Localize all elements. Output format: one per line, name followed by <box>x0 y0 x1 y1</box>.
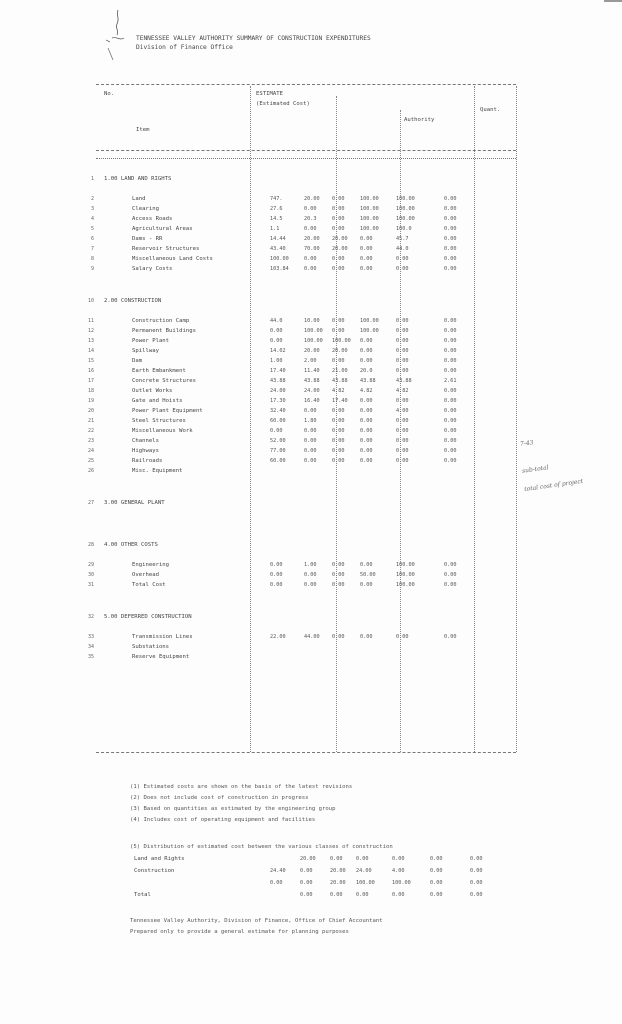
line-number: 4 <box>90 216 94 222</box>
row-label: Access Roads <box>132 216 173 222</box>
row-value: 0.00 <box>270 328 283 334</box>
row-value: 0.00 <box>332 358 345 364</box>
row-value: 0.00 <box>332 418 345 424</box>
row-value: 0.00 <box>444 358 457 364</box>
footer-row-value: 20.00 <box>300 856 316 862</box>
row-value: 0.00 <box>360 418 373 424</box>
row-value: 43.88 <box>304 378 320 384</box>
row-value: 60.00 <box>270 418 286 424</box>
line-number: 19 <box>87 398 94 404</box>
row-value: 0.00 <box>444 448 457 454</box>
row-value: 0.00 <box>360 582 373 588</box>
row-label: Construction Camp <box>132 318 190 324</box>
row-value: 43.88 <box>270 378 286 384</box>
row-value: 0.00 <box>304 458 317 464</box>
row-value: 0.00 <box>396 448 409 454</box>
row-value: 0.00 <box>360 428 373 434</box>
row-value: 0.00 <box>444 216 457 222</box>
row-value: 2.00 <box>304 358 317 364</box>
footer-row-value: 4.00 <box>392 868 405 874</box>
row-value: 44.00 <box>304 634 320 640</box>
line-number: 6 <box>90 236 94 242</box>
document-header <box>136 34 371 52</box>
row-label: Overhead <box>132 572 159 578</box>
row-value: 52.00 <box>270 438 286 444</box>
row-value: 20.00 <box>304 196 320 202</box>
line-number: 35 <box>87 654 94 660</box>
bottom-rule <box>96 752 516 753</box>
row-value: 10.00 <box>304 318 320 324</box>
header-line-1: TENNESSEE VALLEY AUTHORITY SUMMARY OF CONSTRUCTION EXPENDITURES <box>136 35 371 42</box>
row-label: Railroads <box>132 458 163 464</box>
row-value: 0.00 <box>360 448 373 454</box>
row-value: 100.00 <box>360 328 379 334</box>
row-value: 0.00 <box>360 236 373 242</box>
row-value: 0.00 <box>332 582 345 588</box>
row-value: 0.00 <box>360 438 373 444</box>
line-number: 18 <box>87 388 94 394</box>
row-value: 0.00 <box>332 448 345 454</box>
note-3: (3) Based on quantities as estimated by the engineering group <box>130 806 336 812</box>
col-quant: Quant. <box>480 107 501 113</box>
row-value: 0.00 <box>332 266 345 272</box>
line-number: 26 <box>87 468 94 474</box>
row-value: 22.00 <box>270 634 286 640</box>
row-value: 0.00 <box>444 428 457 434</box>
line-number: 7 <box>90 246 94 252</box>
footer-row-value: 20.00 <box>330 880 346 886</box>
row-value: 0.00 <box>396 358 409 364</box>
row-value: 0.00 <box>444 634 457 640</box>
col-item: Item <box>136 127 150 133</box>
line-number: 24 <box>87 448 94 454</box>
row-value: 0.00 <box>332 256 345 262</box>
row-value: 0.00 <box>332 206 345 212</box>
row-value: 17.40 <box>270 368 286 374</box>
row-value: 44.0 <box>396 246 409 252</box>
row-value: 20.00 <box>332 246 348 252</box>
row-label: Agricultural Areas <box>132 226 193 232</box>
row-label: Outlet Works <box>132 388 173 394</box>
row-value: 0.00 <box>444 418 457 424</box>
row-value: 32.40 <box>270 408 286 414</box>
row-value: 44.0 <box>270 318 283 324</box>
line-number: 34 <box>87 644 94 650</box>
row-value: 0.00 <box>332 572 345 578</box>
footer-row-value: 0.00 <box>392 892 405 898</box>
row-value: 45.7 <box>396 236 409 242</box>
row-value: 0.00 <box>396 256 409 262</box>
row-value: 24.00 <box>304 388 320 394</box>
header-line-2: Division of Finance Office <box>136 44 233 51</box>
footer-row-value: 20.00 <box>330 868 346 874</box>
row-value: 100.00 <box>396 572 415 578</box>
row-value: 14.44 <box>270 236 286 242</box>
line-number: 5 <box>90 226 94 232</box>
row-value: 0.00 <box>360 458 373 464</box>
footer-row-value: 24.00 <box>356 868 372 874</box>
footer-row-value: 0.00 <box>330 892 343 898</box>
footer-row-value: 0.00 <box>470 856 483 862</box>
row-value: 0.00 <box>270 562 283 568</box>
row-value: 14.5 <box>270 216 283 222</box>
row-value: 0.00 <box>444 582 457 588</box>
row-value: 0.00 <box>270 572 283 578</box>
scan-edge-mark <box>604 0 622 2</box>
row-value: 0.00 <box>304 582 317 588</box>
note-4: (4) Includes cost of operating equipment and facilities <box>130 817 316 823</box>
footer-row-value: 0.00 <box>300 892 313 898</box>
row-value: 0.00 <box>360 408 373 414</box>
footer-row-value: 0.00 <box>300 880 313 886</box>
row-value: 24.00 <box>270 388 286 394</box>
row-value: 0.00 <box>332 196 345 202</box>
footer-row-value: 0.00 <box>430 868 443 874</box>
row-value: 0.00 <box>304 408 317 414</box>
row-value: 747. <box>270 196 283 202</box>
row-value: 16.40 <box>304 398 320 404</box>
row-value: 0.00 <box>360 338 373 344</box>
row-label: Power Plant <box>132 338 170 344</box>
footer-row-value: 0.00 <box>470 868 483 874</box>
row-value: 21.00 <box>332 368 348 374</box>
row-value: 0.00 <box>444 206 457 212</box>
row-value: 43.40 <box>270 246 286 252</box>
footer-row-value: 0.00 <box>470 892 483 898</box>
section-title: 2.00 CONSTRUCTION <box>104 298 162 304</box>
line-number: 25 <box>87 458 94 464</box>
line-number: 30 <box>87 572 94 578</box>
row-value: 43.88 <box>360 378 376 384</box>
row-value: 100.00 <box>396 216 415 222</box>
row-label: Misc. Equipment <box>132 468 183 474</box>
line-number: 3 <box>90 206 94 212</box>
section-title: 5.00 DEFERRED CONSTRUCTION <box>104 614 192 620</box>
row-value: 100.00 <box>360 196 379 202</box>
row-value: 0.00 <box>332 562 345 568</box>
row-label: Land <box>132 196 146 202</box>
row-value: 0.00 <box>444 458 457 464</box>
row-value: 0.00 <box>396 338 409 344</box>
row-value: 20.00 <box>304 348 320 354</box>
footnote-2: Prepared only to provide a general estimate for planning purposes <box>130 929 349 935</box>
row-value: 0.00 <box>304 428 317 434</box>
line-number: 21 <box>87 418 94 424</box>
row-value: 4.82 <box>332 388 345 394</box>
row-label: Concrete Structures <box>132 378 196 384</box>
row-value: 0.00 <box>360 398 373 404</box>
footer-row-value: 0.00 <box>356 892 369 898</box>
section-title: 4.00 OTHER COSTS <box>104 542 158 548</box>
row-value: 0.00 <box>360 634 373 640</box>
line-number: 33 <box>87 634 94 640</box>
row-value: 0.00 <box>396 418 409 424</box>
row-value: 0.00 <box>360 358 373 364</box>
row-value: 14.02 <box>270 348 286 354</box>
row-value: 0.00 <box>332 318 345 324</box>
row-value: 0.00 <box>444 266 457 272</box>
row-value: 50.00 <box>360 572 376 578</box>
row-label: Substations <box>132 644 170 650</box>
row-value: 0.00 <box>304 256 317 262</box>
handwritten-mark-icon <box>104 8 134 60</box>
row-label: Dams - RR <box>132 236 163 242</box>
row-value: 17.40 <box>332 398 348 404</box>
row-value: 0.00 <box>304 438 317 444</box>
row-value: 100.00 <box>360 216 379 222</box>
row-value: 100.00 <box>396 562 415 568</box>
section-title: 3.00 GENERAL PLANT <box>104 500 165 506</box>
row-value: 0.00 <box>444 338 457 344</box>
row-value: 1.00 <box>304 562 317 568</box>
row-label: Clearing <box>132 206 159 212</box>
line-number: 12 <box>87 328 94 334</box>
top-rule <box>96 84 516 85</box>
row-value: 43.88 <box>396 378 412 384</box>
col-sub: (Estimated Cost) <box>256 101 310 107</box>
row-value: 0.00 <box>444 562 457 568</box>
row-value: 0.00 <box>396 368 409 374</box>
row-value: 0.00 <box>270 582 283 588</box>
footer-row-value: 0.00 <box>300 868 313 874</box>
header-rule <box>96 150 516 151</box>
row-value: 103.84 <box>270 266 289 272</box>
col-separator <box>516 86 517 752</box>
row-value: 4.82 <box>360 388 373 394</box>
header-rule-2 <box>96 158 516 159</box>
row-value: 0.00 <box>396 438 409 444</box>
row-value: 0.00 <box>444 236 457 242</box>
row-value: 0.00 <box>270 428 283 434</box>
section-title: 1.00 LAND AND RIGHTS <box>104 176 172 182</box>
row-label: Spillway <box>132 348 159 354</box>
row-value: 2.61 <box>444 378 457 384</box>
row-value: 20.3 <box>304 216 317 222</box>
row-value: 0.00 <box>444 408 457 414</box>
col-estimate: ESTIMATE <box>256 91 283 97</box>
col-separator <box>474 86 475 752</box>
row-label: Reserve Equipment <box>132 654 190 660</box>
row-value: 0.00 <box>396 348 409 354</box>
line-number: 10 <box>87 298 94 304</box>
row-value: 100.00 <box>360 206 379 212</box>
row-value: 77.00 <box>270 448 286 454</box>
marginal-note: total cost of project <box>523 477 584 494</box>
row-value: 0.00 <box>270 338 283 344</box>
row-value: 0.00 <box>396 328 409 334</box>
footer-table-title: (5) Distribution of estimated cost between the various classes of construction <box>130 844 393 850</box>
note-2: (2) Does not include cost of construction in progress <box>130 795 309 801</box>
row-value: 0.00 <box>444 388 457 394</box>
row-value: 0.00 <box>444 368 457 374</box>
row-value: 20.0 <box>360 368 373 374</box>
line-number: 17 <box>87 378 94 384</box>
row-value: 0.00 <box>444 438 457 444</box>
footer-row-value: 0.00 <box>430 880 443 886</box>
footer-row-value: 100.00 <box>356 880 375 886</box>
row-value: 100.00 <box>396 582 415 588</box>
marginal-note: sub-total <box>521 464 550 475</box>
row-label: Channels <box>132 438 159 444</box>
row-value: 100.00 <box>396 196 415 202</box>
row-value: 0.00 <box>332 428 345 434</box>
row-value: 100.00 <box>360 226 379 232</box>
row-label: Dam <box>132 358 143 364</box>
row-value: 0.00 <box>332 408 345 414</box>
row-value: 100.00 <box>396 206 415 212</box>
row-value: 0.00 <box>396 634 409 640</box>
row-value: 1.00 <box>270 358 283 364</box>
line-number: 16 <box>87 368 94 374</box>
footer-row-label: Construction <box>134 868 175 874</box>
row-value: 0.00 <box>444 256 457 262</box>
row-value: 0.00 <box>444 226 457 232</box>
line-number: 1 <box>90 176 94 182</box>
col-no: No. <box>104 91 115 97</box>
row-label: Steel Structures <box>132 418 186 424</box>
line-number: 27 <box>87 500 94 506</box>
row-value: 100.00 <box>332 338 351 344</box>
footer-row-value: 0.00 <box>430 892 443 898</box>
line-number: 2 <box>90 196 94 202</box>
row-value: 0.00 <box>444 246 457 252</box>
row-value: 20.00 <box>332 348 348 354</box>
row-value: 100.00 <box>270 256 289 262</box>
footer-row-value: 0.00 <box>356 856 369 862</box>
row-value: 60.00 <box>270 458 286 464</box>
footer-row-label: Total <box>134 892 151 898</box>
row-value: 0.00 <box>396 428 409 434</box>
footer-row-value: 24.40 <box>270 868 286 874</box>
row-value: 0.00 <box>444 318 457 324</box>
row-value: 100.0 <box>396 226 412 232</box>
row-value: 0.00 <box>332 438 345 444</box>
line-number: 20 <box>87 408 94 414</box>
row-value: 100.00 <box>304 338 323 344</box>
line-number: 32 <box>87 614 94 620</box>
line-number: 11 <box>87 318 94 324</box>
row-value: 0.00 <box>396 318 409 324</box>
row-value: 1.80 <box>304 418 317 424</box>
footer-row-value: 0.00 <box>470 880 483 886</box>
line-number: 23 <box>87 438 94 444</box>
line-number: 22 <box>87 428 94 434</box>
line-number: 13 <box>87 338 94 344</box>
col-separator <box>336 96 337 752</box>
row-value: 20.00 <box>332 236 348 242</box>
row-value: 0.00 <box>396 398 409 404</box>
footer-row-label: Land and Rights <box>134 856 185 862</box>
row-value: 0.00 <box>444 348 457 354</box>
row-value: 0.00 <box>304 206 317 212</box>
row-value: 0.00 <box>332 458 345 464</box>
footnote-1: Tennessee Valley Authority, Division of Finance, Office of Chief Accountant <box>130 918 383 924</box>
row-value: 0.00 <box>304 226 317 232</box>
row-value: 0.00 <box>360 256 373 262</box>
row-label: Gate and Hoists <box>132 398 183 404</box>
footer-row-value: 100.00 <box>392 880 411 886</box>
row-value: 0.00 <box>332 226 345 232</box>
row-value: 70.00 <box>304 246 320 252</box>
row-label: Earth Embankment <box>132 368 186 374</box>
row-value: 0.00 <box>444 328 457 334</box>
col-separator <box>250 86 251 752</box>
row-label: Permanent Buildings <box>132 328 196 334</box>
line-number: 15 <box>87 358 94 364</box>
footer-row-value: 0.00 <box>430 856 443 862</box>
row-label: Highways <box>132 448 159 454</box>
line-number: 9 <box>90 266 94 272</box>
row-label: Reservoir Structures <box>132 246 200 252</box>
footer-row-value: 0.00 <box>270 880 283 886</box>
row-value: 4.82 <box>396 388 409 394</box>
row-value: 0.00 <box>444 572 457 578</box>
row-value: 4.00 <box>396 408 409 414</box>
row-value: 0.00 <box>332 634 345 640</box>
row-label: Power Plant Equipment <box>132 408 203 414</box>
row-value: 0.00 <box>332 328 345 334</box>
row-value: 1.1 <box>270 226 280 232</box>
row-value: 0.00 <box>444 398 457 404</box>
footer-row-value: 0.00 <box>392 856 405 862</box>
row-label: Salary Costs <box>132 266 173 272</box>
row-value: 27.6 <box>270 206 283 212</box>
row-value: 0.00 <box>396 458 409 464</box>
row-value: 43.88 <box>332 378 348 384</box>
row-value: 0.00 <box>332 216 345 222</box>
row-value: 17.30 <box>270 398 286 404</box>
line-number: 14 <box>87 348 94 354</box>
row-value: 11.40 <box>304 368 320 374</box>
marginal-note: 7-43 <box>519 439 534 448</box>
row-value: 0.00 <box>360 562 373 568</box>
footer-row-value: 0.00 <box>330 856 343 862</box>
row-value: 100.00 <box>360 318 379 324</box>
line-number: 8 <box>90 256 94 262</box>
row-value: 0.00 <box>360 266 373 272</box>
row-label: Total Cost <box>132 582 166 588</box>
row-value: 0.00 <box>304 572 317 578</box>
line-number: 29 <box>87 562 94 568</box>
row-label: Engineering <box>132 562 170 568</box>
row-value: 20.00 <box>304 236 320 242</box>
row-value: 0.00 <box>304 266 317 272</box>
row-value: 0.00 <box>360 348 373 354</box>
line-number: 28 <box>87 542 94 548</box>
row-value: 100.00 <box>304 328 323 334</box>
row-label: Miscellaneous Land Costs <box>132 256 213 262</box>
col-authority: Authority <box>404 117 435 123</box>
note-1: (1) Estimated costs are shown on the basis of the latest revisions <box>130 784 353 790</box>
row-label: Miscellaneous Work <box>132 428 193 434</box>
row-value: 0.00 <box>396 266 409 272</box>
row-label: Transmission Lines <box>132 634 193 640</box>
line-number: 31 <box>87 582 94 588</box>
row-value: 0.00 <box>444 196 457 202</box>
row-value: 0.00 <box>304 448 317 454</box>
row-value: 0.00 <box>360 246 373 252</box>
